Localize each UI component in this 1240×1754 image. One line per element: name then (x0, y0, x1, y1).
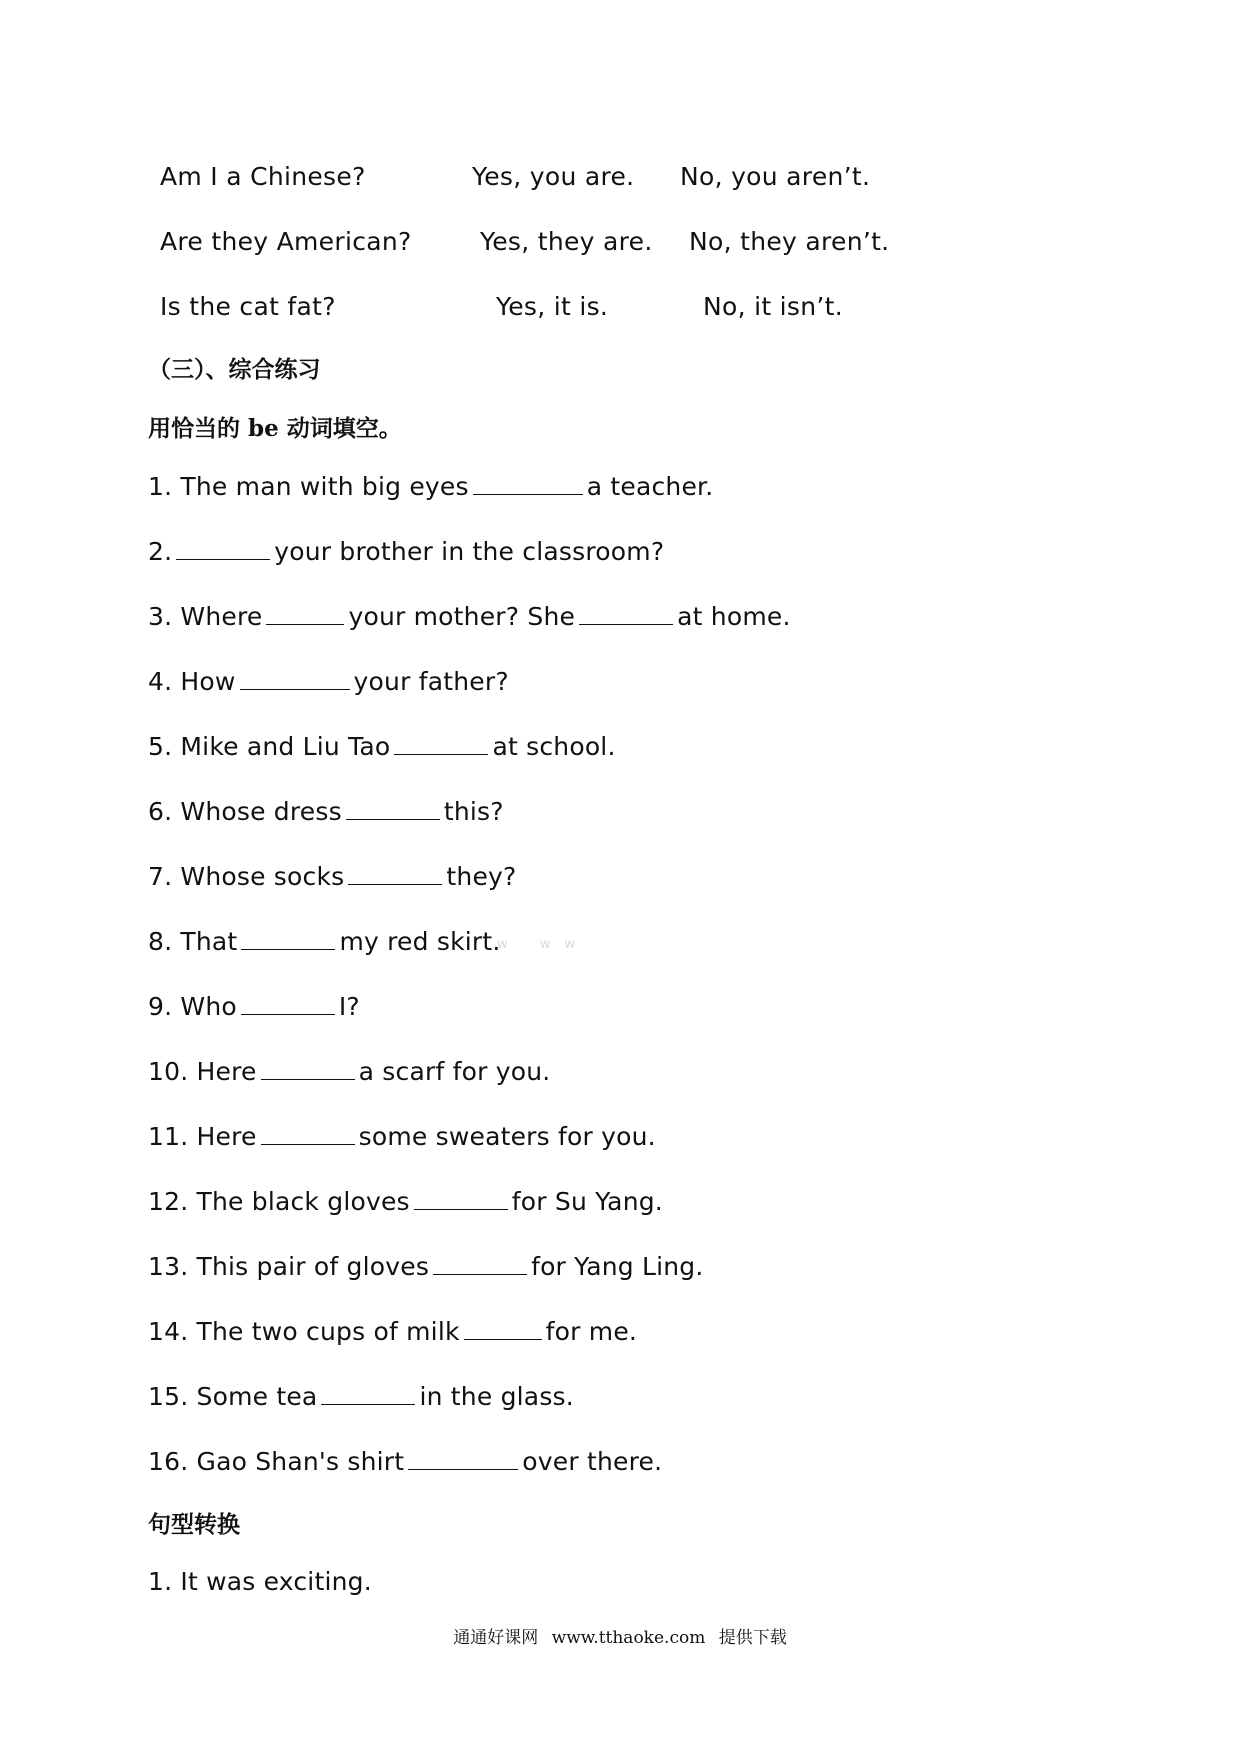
answer-blank (408, 1447, 518, 1470)
exercise-item: 9. Who I? (148, 992, 360, 1021)
answer-blank (240, 667, 350, 690)
fill-in-instruction: 用恰当的 be 动词填空。 (148, 415, 402, 442)
exercise-item: 13. This pair of gloves for Yang Ling. (148, 1252, 704, 1281)
answer-blank (261, 1057, 355, 1080)
answer-blank (579, 602, 673, 625)
qa-no-answer: No, you aren’t. (680, 162, 871, 191)
answer-blank (261, 1122, 355, 1145)
qa-row (0, 162, 1240, 202)
exercise-item: 8. That my red skirt. (148, 927, 501, 956)
qa-no-answer: No, they aren’t. (689, 227, 890, 256)
qa-yes-answer: Yes, you are. (472, 162, 635, 191)
footer-url: www.tthaoke.com (551, 1628, 706, 1648)
exercise-item: 16. Gao Shan's shirt over there. (148, 1447, 663, 1476)
qa-yes-answer: Yes, they are. (480, 227, 653, 256)
answer-blank (321, 1382, 415, 1405)
answer-blank (266, 602, 344, 625)
answer-blank (348, 862, 442, 885)
qa-question: Am I a Chinese? (160, 162, 366, 191)
answer-blank (473, 472, 583, 495)
exercise-item: 10. Here a scarf for you. (148, 1057, 551, 1086)
exercise-item: 14. The two cups of milk for me. (148, 1317, 638, 1346)
qa-question: Is the cat fat? (160, 292, 336, 321)
answer-blank (241, 927, 335, 950)
exercise-item: 15. Some tea in the glass. (148, 1382, 574, 1411)
qa-yes-answer: Yes, it is. (496, 292, 609, 321)
section-title: （三）、综合练习 (148, 356, 321, 383)
answer-blank (176, 537, 270, 560)
footer-suffix: 提供下载 (718, 1628, 787, 1648)
exercise-item: 11. Here some sweaters for you. (148, 1122, 656, 1151)
transform-title: 句型转换 (148, 1511, 240, 1538)
qa-question: Are they American? (160, 227, 412, 256)
footer-site-name: 通通好课网 (453, 1628, 539, 1648)
qa-row (0, 227, 1240, 267)
faint-mark: w ww (497, 937, 590, 952)
exercise-item: 4. How your father? (148, 667, 509, 696)
answer-blank (394, 732, 488, 755)
page-footer (0, 1623, 1240, 1648)
answer-blank (346, 797, 440, 820)
exercise-item: 7. Whose socks they? (148, 862, 517, 891)
exercise-item: 5. Mike and Liu Tao at school. (148, 732, 616, 761)
qa-row (0, 292, 1240, 332)
answer-blank (433, 1252, 527, 1275)
exercise-item: 12. The black gloves for Su Yang. (148, 1187, 663, 1216)
transform-item: 1. It was exciting. (148, 1567, 372, 1596)
answer-blank (241, 992, 335, 1015)
qa-no-answer: No, it isn’t. (703, 292, 843, 321)
exercise-item: 3. Where your mother? She at home. (148, 602, 791, 631)
answer-blank (464, 1317, 542, 1340)
exercise-item: 2. your brother in the classroom? (148, 537, 665, 566)
exercise-item: 1. The man with big eyes a teacher. (148, 472, 714, 501)
exercise-item: 6. Whose dress this? (148, 797, 504, 826)
answer-blank (414, 1187, 508, 1210)
